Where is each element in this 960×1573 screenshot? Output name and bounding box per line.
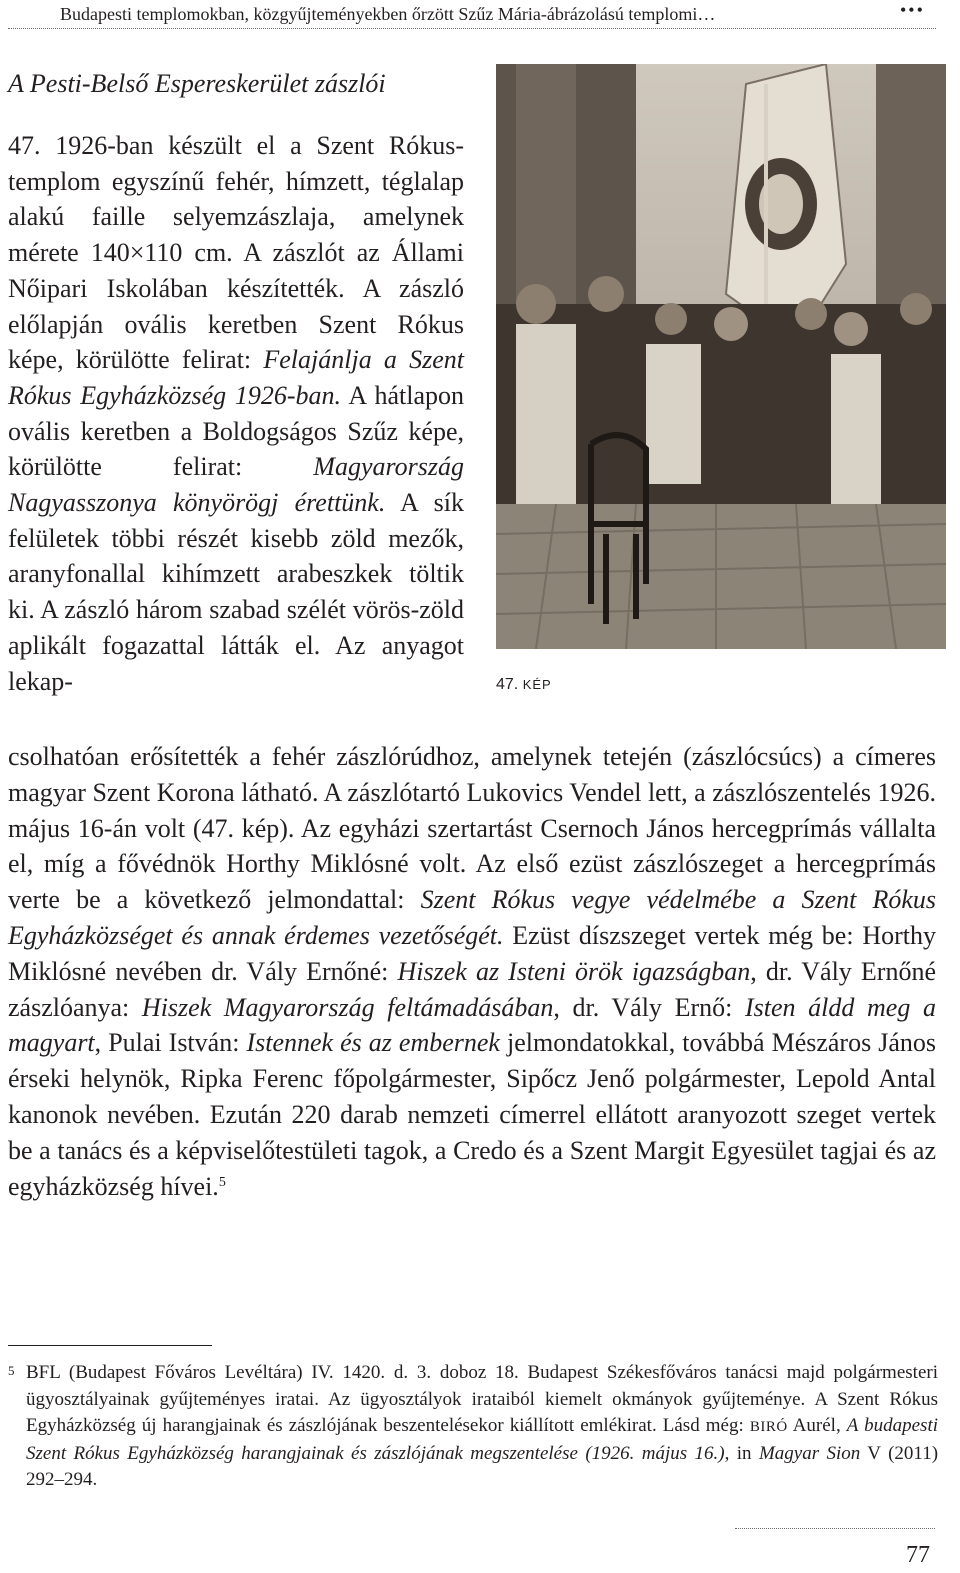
- para2-italic-motto-1: Szent Rókus vegye védelmébe a Szent Rókus Egyházközséget és annak érdemes vezetőségét.: [8, 885, 936, 950]
- footnote-italic-journal: Magyar Sion: [758, 1442, 861, 1464]
- footnote-text-2: Aurél,: [787, 1415, 847, 1436]
- photo-flag-consecration: [496, 64, 946, 649]
- para2-italic-motto-4: Isten áldd meg a magyart: [8, 992, 936, 1058]
- footnote-author: BIRÓ: [749, 1419, 788, 1435]
- para2-text-2: Ezüst díszszeget vertek még be: Horthy Miklósné nevében dr. Vály Ernőné:: [8, 920, 936, 986]
- footnote: [8, 1360, 938, 1494]
- footnote-separator: [8, 1345, 212, 1346]
- page-number-rule: [735, 1528, 935, 1529]
- footnote-text-4: V (2011) 292–294.: [26, 1442, 939, 1490]
- caption-number: 47.: [496, 676, 519, 693]
- running-header: [0, 0, 960, 30]
- photo-caption: [496, 676, 552, 694]
- para2-italic-motto-5: Istennek és az embernek: [246, 1028, 500, 1058]
- footnote-italic-title: A budapesti Szent Rókus Egyházközség harangjainak és zászlójának megszentelése (1926. május 16.): [26, 1415, 938, 1464]
- body-paragraph-full-width: [8, 739, 936, 1204]
- para2-italic-motto-2: Hiszek az Isteni örök igazságban: [397, 956, 751, 986]
- footnote-text-1: BFL (Budapest Főváros Levéltára) IV. 1420. d. 3. doboz 18. Budapest Székesfőváros tanácsi majd polgármesteri ügyosztályainak gyűjteményes iratai. Az ügyosztályok irataiból kiemelt okmányok gyűjteménye. A Szent Rókus Egyházközség új harangjainak és zászlójának beszentelésekor kiállított emlékirat. Lásd még:: [26, 1362, 938, 1436]
- footnote-reference[interactable]: 5: [218, 1174, 226, 1190]
- footnote-text: [26, 1360, 938, 1494]
- caption-label: KÉP: [522, 677, 552, 692]
- page-number: 77: [906, 1542, 930, 1568]
- running-header-ornament: •••: [900, 0, 925, 20]
- footnote-number: 5: [8, 1363, 15, 1378]
- footnote-text-3: , in: [724, 1442, 759, 1464]
- para1-text-2: A hátlapon ovális keretben a Boldogságos Szűz képe, körülötte felirat:: [8, 380, 464, 482]
- section-title: A Pesti-Belső Espereskerület zászlói: [8, 69, 386, 98]
- photo-image: [496, 64, 946, 649]
- para2-text-1: csolhatóan erősítették a fehér zászlórúdhoz, amelynek tetején (zászlócsúcs) a címeres magyar Szent Korona látható. A zászlótartó Lukovics Vendel lett, a zászlószentelés 1926. május 16-án volt (47. kép). Az egyházi szertartást Csernoch János hercegprímás vállalta el, míg a fővédnök Horthy Miklósné volt. Az első ezüst zászlószeget a hercegprímás verte be a következő jelmondattal:: [8, 742, 937, 915]
- body-paragraph-wrapped: [8, 128, 464, 699]
- para1-italic-inscription-1: Felajánlja a Szent Rókus Egyházközség 1926-ban.: [8, 345, 464, 410]
- running-header-title: Budapesti templomokban, közgyűjteményekben őrzött Szűz Mária-ábrázolású templomi…: [60, 4, 716, 24]
- para1-text-3: A sík felületek többi részét kisebb zöld mezők, aranyfonallal kihímzett arabeszkek töltik ki. A zászló három szabad szélét vörös-zöld aplikált fogazattal látták el. Az anyagot lekap-: [8, 488, 465, 696]
- para1-text-1: 47. 1926-ban készült el a Szent Rókus-templom egyszínű fehér, hímzett, téglalap alakú faille selyemzászlaja, amelynek mérete 140×110 cm. A zászlót az Állami Nőipari Iskolában készítették. A zászló előlapján ovális keretben Szent Rókus képe, körülötte felirat:: [8, 131, 464, 375]
- para2-text-4: , dr. Vály Ernő:: [553, 992, 745, 1022]
- para2-italic-motto-3: Hiszek Magyarország feltámadásában: [141, 992, 554, 1022]
- header-dotted-rule: [8, 28, 936, 29]
- para2-text-5: , Pulai István:: [94, 1028, 247, 1058]
- para2-text-3: , dr. Vály Ernőné zászlóanya:: [8, 956, 936, 1022]
- para1-italic-inscription-2: Magyarország Nagyasszonya könyörögj érettünk.: [8, 452, 464, 518]
- para2-text-6: jelmondatokkal, továbbá Mészáros János érseki helynök, Ripka Ferenc főpolgármester, Sipőcz Jenő polgármester, Lepold Antal kanonok nevében. Ezután 220 darab nemzeti címerrel ellátott aranyozott szeget vertek be a tanács és a képviselőtestületi tagok, a Credo és a Szent Margit Egyesület tagjai és az egyházközség hívei.: [8, 1028, 937, 1201]
